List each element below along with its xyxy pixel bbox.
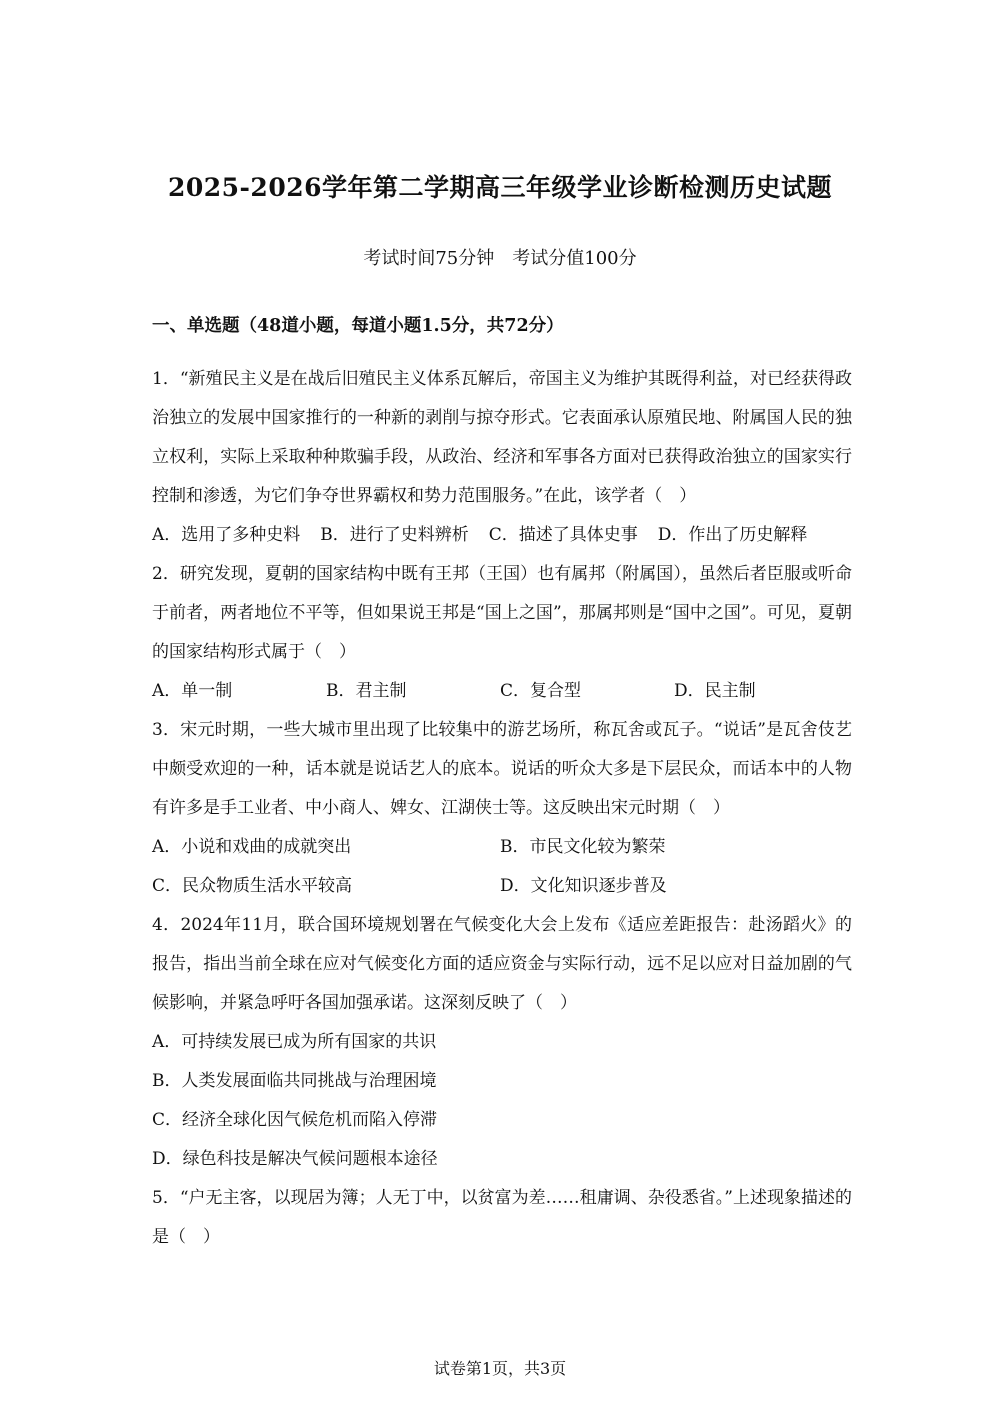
option-d: D．作出了历史解释 xyxy=(657,525,808,545)
option-c: C．民众物质生活水平较高 xyxy=(152,876,353,896)
page-footer: 试卷第1页，共3页 xyxy=(433,1359,567,1378)
question-5 xyxy=(152,1179,852,1257)
question-stem: 4．2024年11月，联合国环境规划署在气候变化大会上发布《适应差距报告：赴汤蹈火》的报告，指出当前全球在应对气候变化方面的适应资金与实际行动，远不足以应对日益加剧的气候影响，并紧急呼吁各国加强承诺。这深刻反映了（ ） xyxy=(152,915,852,1013)
exam-title: 2025-2026学年第二学期高三年级学业诊断检测历史试题 xyxy=(167,173,833,202)
option-c: C．描述了具体史事 xyxy=(488,525,638,545)
question-stem: 2．研究发现，夏朝的国家结构中既有王邦（王国）也有属邦（附属国），虽然后者臣服或听命于前者，两者地位不平等，但如果说王邦是“国上之国”，那属邦则是“国中之国”。可见，夏朝的国家结构形式属于（ ） xyxy=(152,564,852,662)
option-a: A．选用了多种史料 xyxy=(152,525,301,545)
exam-subtitle: 考试时间75分钟 考试分值100分 xyxy=(363,248,637,269)
question-stem: 5．“户无主客，以现居为簿；人无丁中，以贫富为差……租庸调、杂役悉省。”上述现象描述的是（ ） xyxy=(152,1188,852,1247)
option-row xyxy=(152,867,852,906)
option-d: D．文化知识逐步普及 xyxy=(500,876,667,896)
question-list xyxy=(152,360,852,1257)
option-a: A．可持续发展已成为所有国家的共识 xyxy=(152,1032,437,1052)
option-row xyxy=(152,828,852,867)
option-d: D．绿色科技是解决气候问题根本途径 xyxy=(152,1149,438,1169)
option-row xyxy=(152,672,852,711)
option-b: B．君主制 xyxy=(326,681,407,701)
question-2 xyxy=(152,555,852,711)
question-4 xyxy=(152,906,852,1179)
question-3 xyxy=(152,711,852,906)
option-b: B．人类发展面临共同挑战与治理困境 xyxy=(152,1071,437,1091)
option-b: B．市民文化较为繁荣 xyxy=(500,837,666,857)
question-stem: 3．宋元时期，一些大城市里出现了比较集中的游艺场所，称瓦舍或瓦子。“说话”是瓦舍伎艺中颇受欢迎的一种，话本就是说话艺人的底本。说话的听众大多是下层民众，而话本中的人物有许多是手工业者、中小商人、婢女、江湖侠士等。这反映出宋元时期（ ） xyxy=(152,720,852,818)
option-c: C．复合型 xyxy=(500,681,582,701)
option-a: A．单一制 xyxy=(152,681,233,701)
option-a: A．小说和戏曲的成就突出 xyxy=(152,837,352,857)
option-c: C．经济全球化因气候危机而陷入停滞 xyxy=(152,1110,438,1130)
option-d: D．民主制 xyxy=(674,681,756,701)
option-row xyxy=(152,516,852,555)
question-stem: 1．“新殖民主义是在战后旧殖民主义体系瓦解后，帝国主义为维护其既得利益，对已经获得政治独立的发展中国家推行的一种新的剥削与掠夺形式。它表面承认原殖民地、附属国人民的独立权利，实际上采取种种欺骗手段，从政治、经济和军事各方面对已获得政治独立的国家实行控制和渗透，为它们争夺世界霸权和势力范围服务。”在此，该学者（ ） xyxy=(152,369,852,506)
option-b: B．进行了史料辨析 xyxy=(320,525,469,545)
section-heading: 一、单选题（48道小题，每道小题1.5分，共72分） xyxy=(152,316,564,336)
question-1 xyxy=(152,360,852,555)
